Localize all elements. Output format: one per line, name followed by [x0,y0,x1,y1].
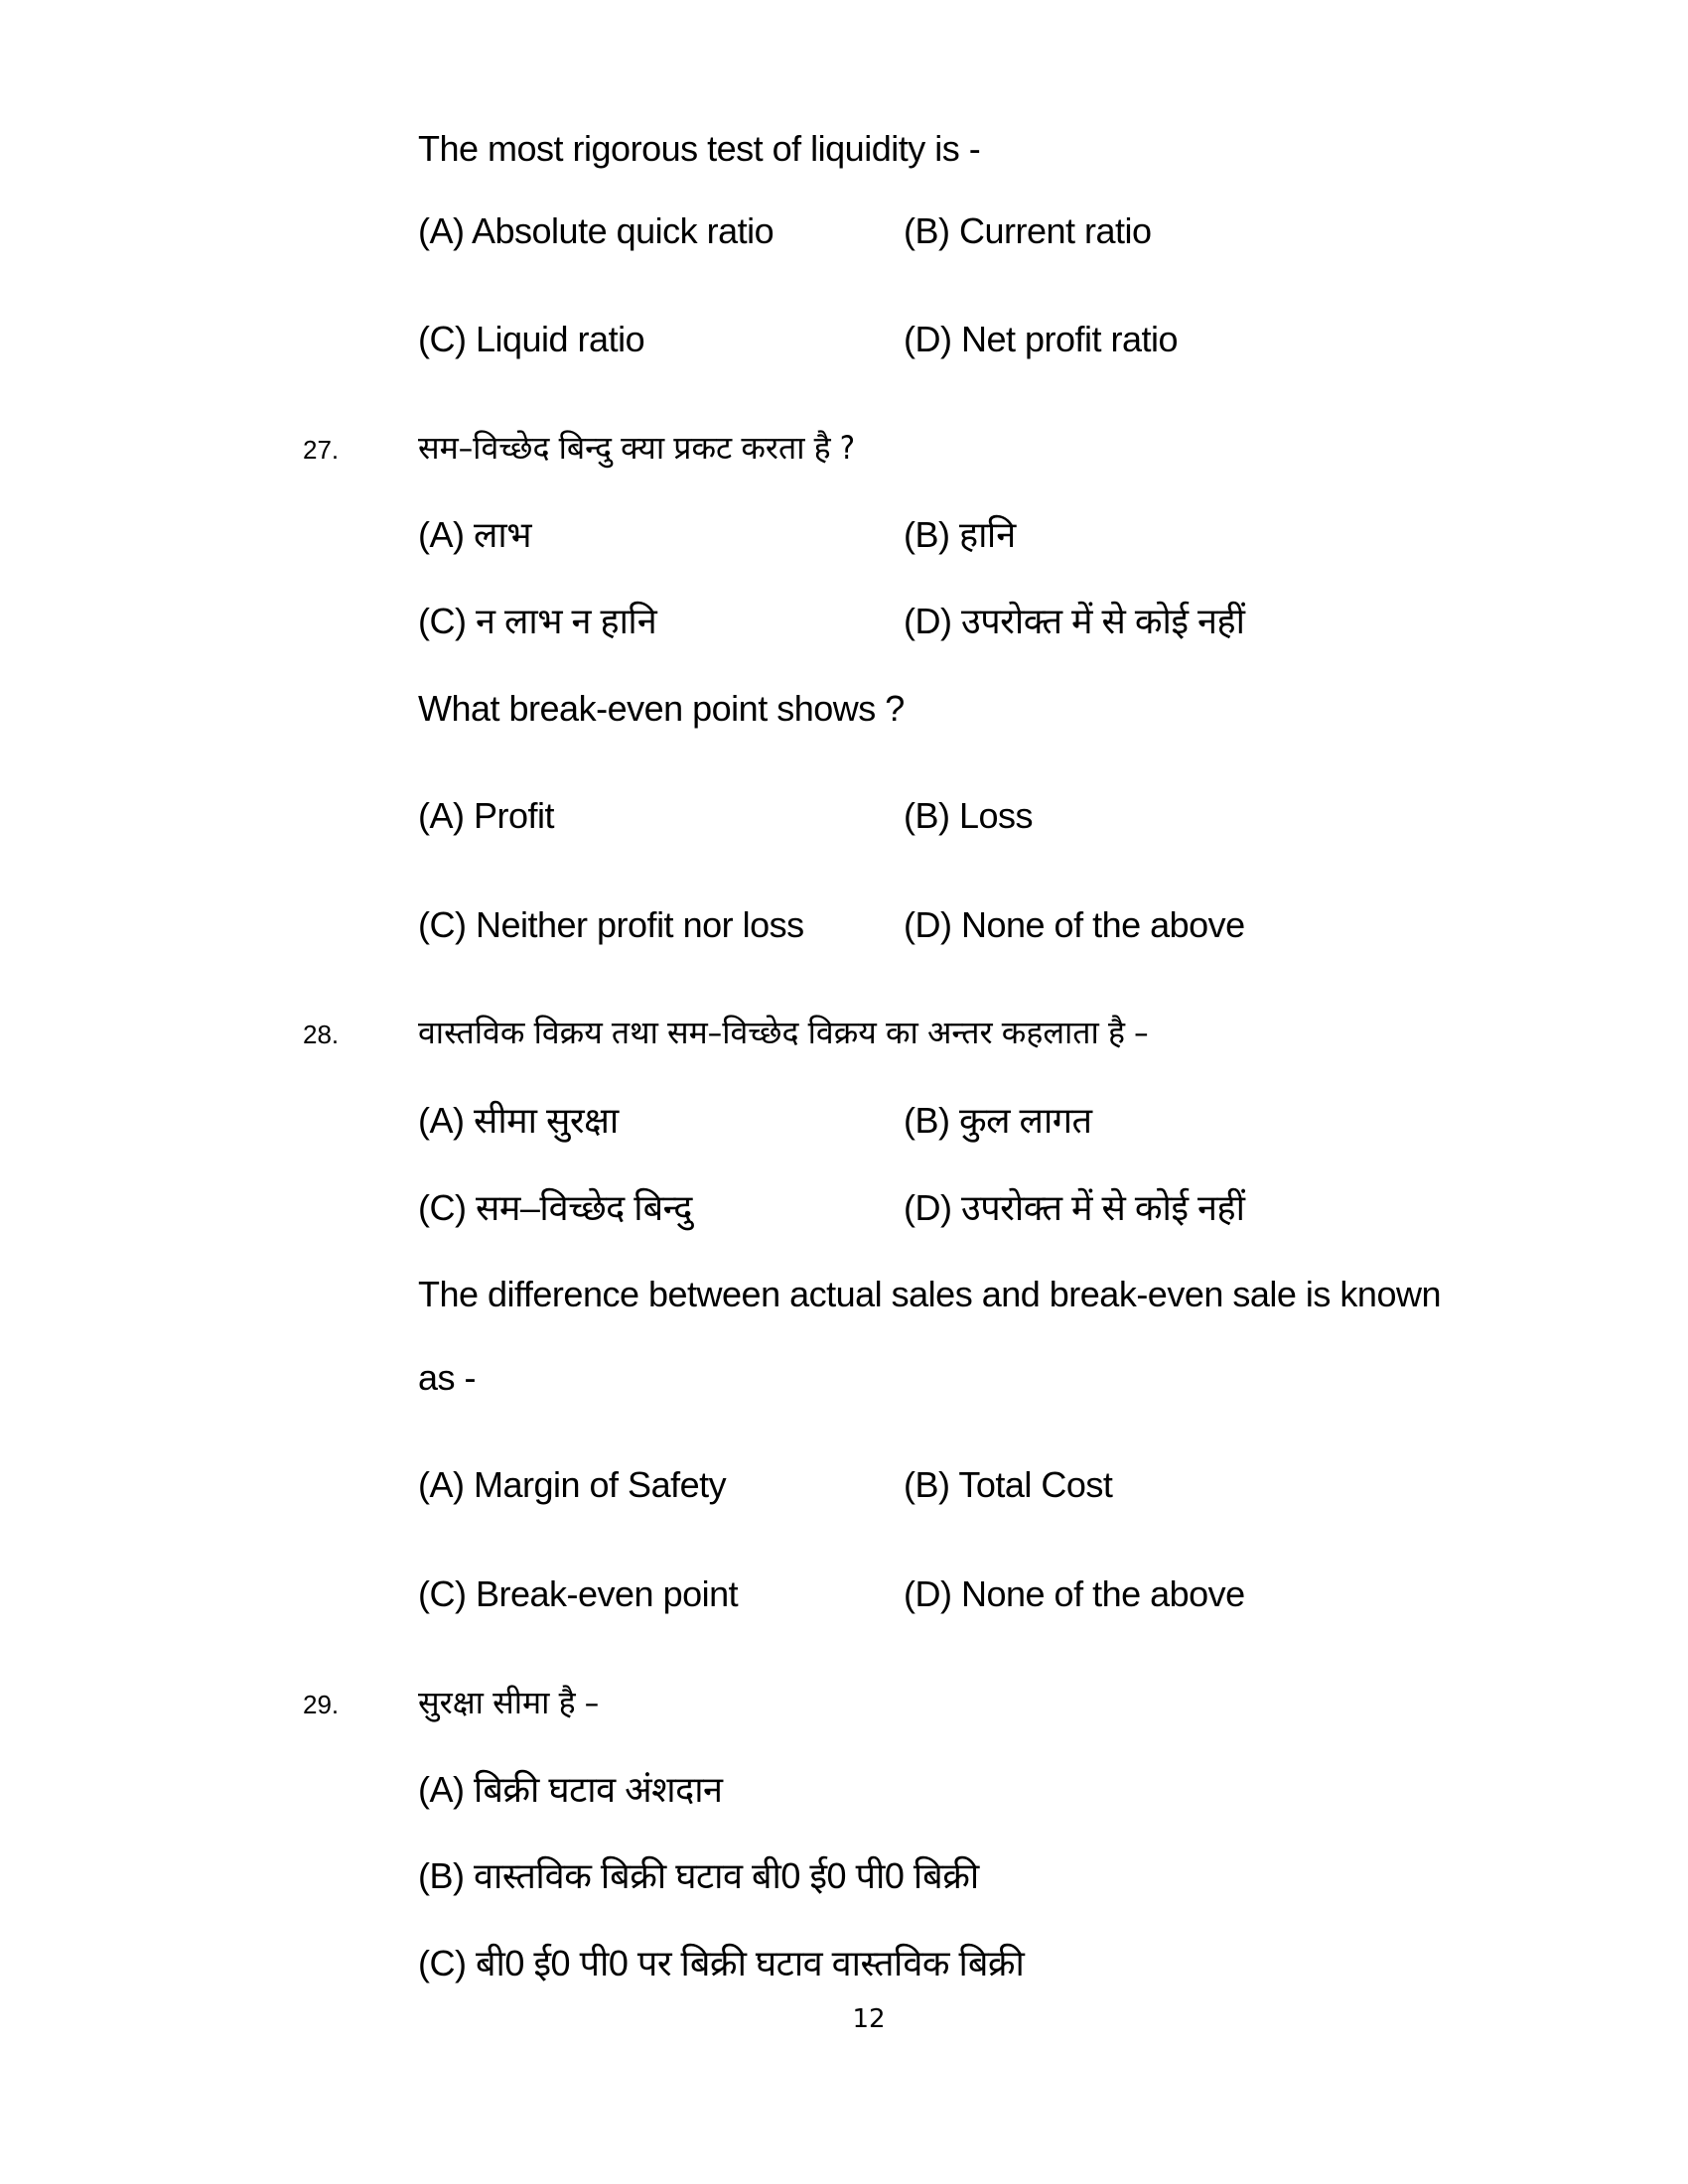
question-29-option-c-hi: (C) बी0 ई0 पी0 पर बिक्री घटाव वास्तविक बिक्री [418,1943,1025,1983]
option-text: (D) उपरोक्त में से कोई नहीं [904,601,1245,641]
question-number-28: 28. [303,1020,340,1049]
question-26-option-c: (C) Liquid ratio [418,319,645,359]
question-27-text-en: What break-even point shows ? [418,688,905,729]
question-29-option-b-hi: (B) वास्तविक बिक्री घटाव बी0 ई0 पी0 बिक्री [418,1855,979,1896]
question-28-option-c-en: (C) Break-even point [418,1573,739,1614]
page-number: 12 [852,2004,886,2034]
question-28-option-b-hi: (B) कुल लागत [904,1100,1092,1141]
question-27-option-c-en: (C) Neither profit nor loss [418,904,804,945]
question-28-option-d-hi: (D) उपरोक्त में से कोई नहीं [904,1187,1245,1228]
question-28-option-a-hi: (A) सीमा सुरक्षा [418,1100,619,1141]
question-number-27: 27. [303,435,340,465]
question-26-option-b: (B) Current ratio [904,210,1152,251]
question-27-option-b-en: (B) Loss [904,795,1034,836]
question-27-option-a-hi [418,513,531,557]
question-27-option-a-en: (A) Profit [418,795,555,836]
question-26-text-en: The most rigorous test of liquidity is - [418,128,981,169]
question-29-option-a-hi: (A) बिक्री घटाव अंशदान [418,1769,723,1810]
question-27-option-d-en: (D) None of the above [904,904,1245,945]
question-28-option-c-hi: (C) सम–विच्छेद बिन्दु [418,1187,692,1228]
option-text: (A) लाभ [418,514,532,555]
question-27-text-hi: सम–विच्छेद बिन्दु क्या प्रकट करता है ? [418,429,856,467]
question-27-option-d-hi [904,600,1244,643]
question-26-option-d: (D) Net profit ratio [904,319,1179,359]
question-28-text-en-line2: as - [418,1357,477,1398]
question-28-text-hi: वास्तविक विक्रय तथा सम–विच्छेद विक्रय का अन्तर कहलाता है – [418,1014,1149,1051]
question-28-option-a-en: (A) Margin of Safety [418,1464,727,1505]
question-28-text-en-line1: The difference between actual sales and break-even sale is known [418,1274,1441,1314]
question-27-option-c-hi [418,600,656,643]
option-text: (B) हानि [904,514,1016,555]
question-29-text-hi: सुरक्षा सीमा है – [418,1684,600,1721]
option-text: (C) न लाभ न हानि [418,601,657,641]
question-27-option-b-hi [904,513,1016,557]
question-26-option-a: (A) Absolute quick ratio [418,210,774,251]
question-28-option-b-en: (B) Total Cost [904,1464,1113,1505]
question-28-option-d-en: (D) None of the above [904,1573,1245,1614]
question-number-29: 29. [303,1690,340,1719]
